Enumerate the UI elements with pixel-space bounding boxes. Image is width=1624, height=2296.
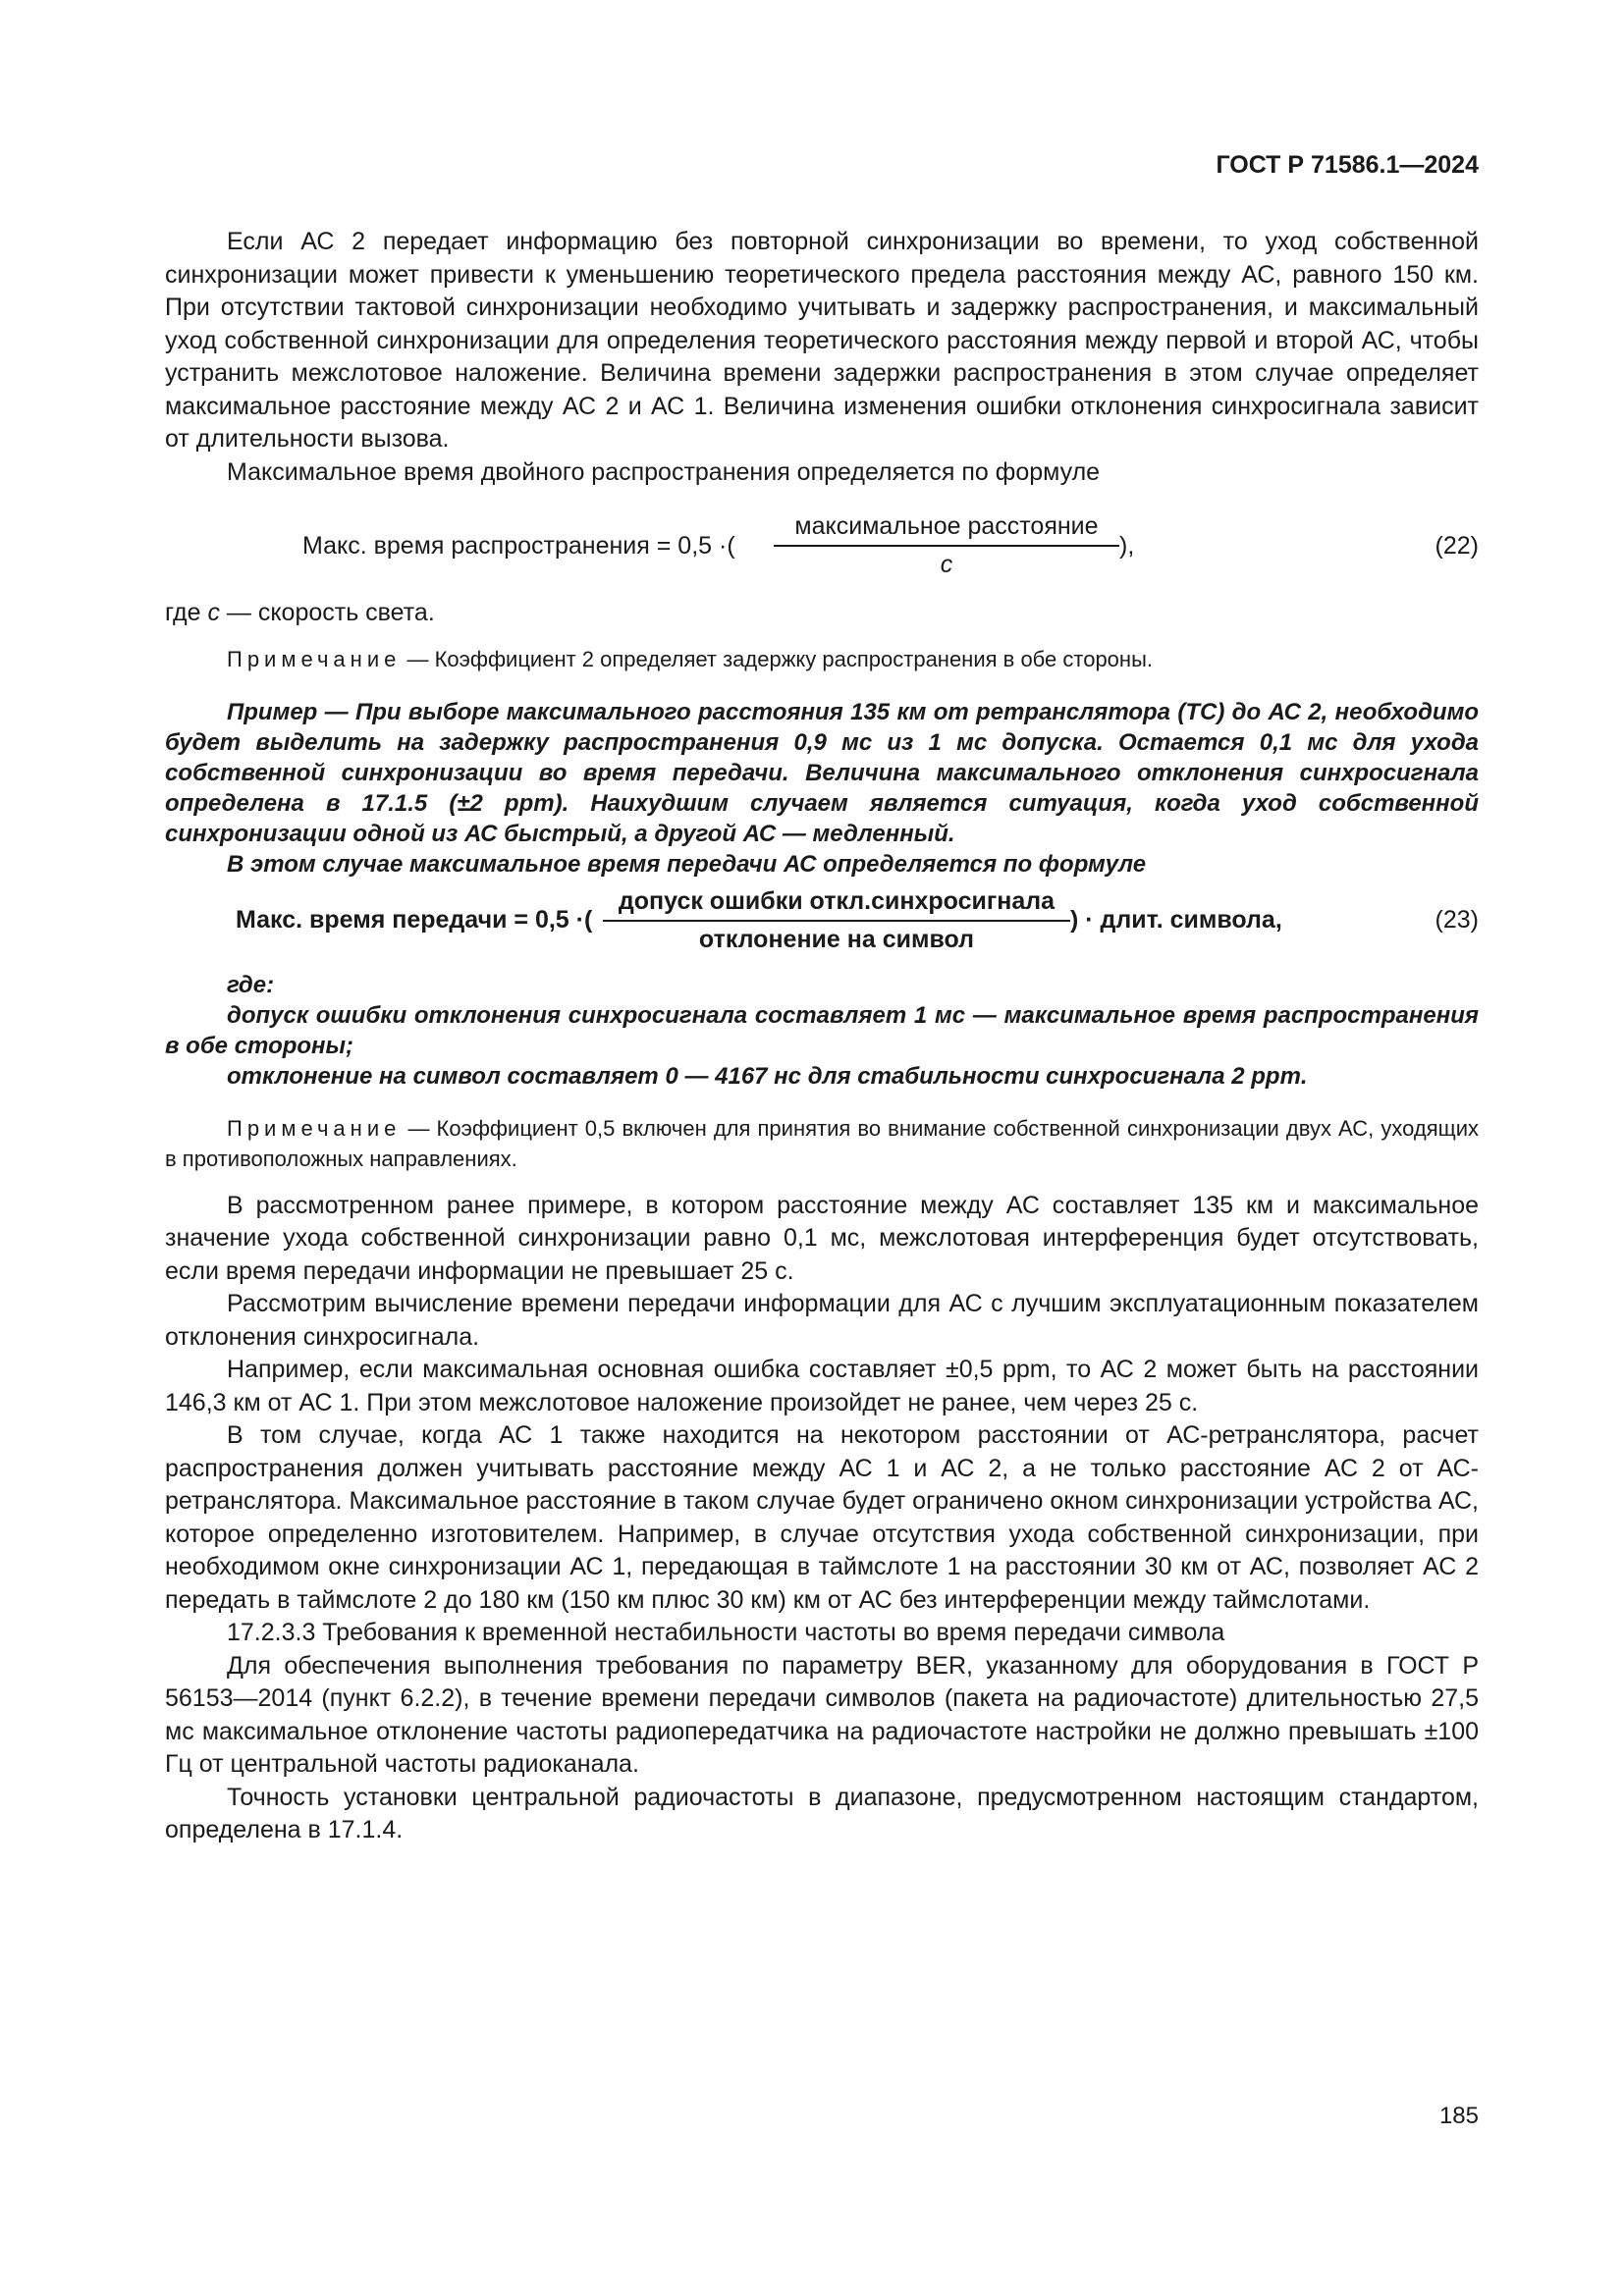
formula-23 [165,878,1479,964]
example-where: где: [227,971,275,998]
document-id-header: ГОСТ Р 71586.1—2024 [1216,151,1479,179]
formula-22 [165,493,1479,599]
formula-23-numerator: допуск ошибки откл.синхросигнала [618,886,1056,915]
formula-22-denominator: c [940,551,953,578]
paragraph-1: Если АС 2 передает информацию без повторной синхронизации во времени, то уход собственной синхронизации может привести к уменьшению теоретического предела расстояния между АС, равного 150 км. При отсутствии тактовой синхронизации необходимо учитывать и задержку распространения, и максимальный уход собственной синхронизации для определения теоретического расстояния между первой и второй АС, чтобы устранить межслотовое наложение. Величина времени задержки распространения в этом случае определяет максимальное расстояние между АС 2 и АС 1. Величина изменения ошибки отклонения синхросигнала зависит от длительности вызова. [165,228,1479,453]
note-1-label: Примечание [227,646,402,671]
paragraph-4: Рассмотрим вычисление времени передачи информации для АС с лучшим эксплуатационным показателем отклонения синхросигнала. [165,1290,1479,1351]
formula-22-rhs: ), [1119,531,1135,560]
page-number: 185 [1438,2103,1479,2129]
formula-22-lhs: Макс. время распространения = 0,5 ·( [302,531,735,560]
formula-22-number: (22) [1435,531,1479,560]
example-item-1: допуск ошибки отклонения синхросигнала составляет 1 мс — максимальное время распространения в обе стороны; [165,1001,1479,1059]
formula-22-fraction [774,493,1119,599]
where-c-variable: c [207,599,220,626]
paragraph-2: Максимальное время двойного распространения определяется по формуле [227,457,1101,486]
formula-22-numerator: максимальное расстояние [794,512,1099,540]
formula-23-rhs: ) · длит. символа, [1070,906,1282,934]
note-2-label: Примечание [227,1115,402,1141]
note-2 [165,1113,1479,1174]
where-c-line [165,597,1479,630]
formula-23-number: (23) [1435,906,1479,934]
where-c-prefix: где [165,599,208,626]
formula-23-fraction [603,878,1070,964]
paragraph-3: В рассмотренном ранее примере, в котором расстояние между АС составляет 135 км и максимальное значение ухода собственной синхронизации равно 0,1 мс, межслотовая интерференция будет отсутствовать, если время передачи информации не превышает 25 с. [165,1191,1479,1285]
example-item-2: отклонение на символ составляет 0 — 4167 нс для стабильности синхросигнала 2 ppm. [227,1062,1308,1090]
formula-23-denominator: отклонение на символ [698,925,975,953]
note-1-text: — Коэффициент 2 определяет задержку распространения в обе стороны. [401,646,1153,671]
section-heading-17-2-3-3: 17.2.3.3 Требования к временной нестабильности частоты во время передачи символа [227,1619,1225,1646]
where-c-suffix: — скорость света. [219,599,435,626]
paragraph-8: Для обеспечения выполнения требования по параметру BER, указанному для оборудования в ГОСТ Р 56153—2014 (пункт 6.2.2), в течение времени передачи символов (пакета на радиочастоте) длительностью 27,5 мс максимальное отклонение частоты радиопередатчика на радиочастоте настройки не должно превышать ±100 Гц от центральной частоты радиоканала. [165,1651,1479,1778]
example-formula-intro: В этом случае максимальное время передачи АС определяется по формуле [227,850,1147,878]
example-paragraph: Пример — При выборе максимального расстояния 135 км от ретранслятора (ТС) до АС 2, необходимо будет выделить на задержку распространения 0,9 мс из 1 мс допуска. Остается 0,1 мс для ухода собственной синхронизации во время передачи. Величина максимального отклонения синхросигнала определена в 17.1.5 (±2 ppm). Наихудшим случаем является ситуация, когда уход собственной синхронизации одной из АС быстрый, а другой АС — медленный. [165,698,1479,847]
paragraph-5: Например, если максимальная основная ошибка составляет ±0,5 ppm, то АС 2 может быть на расстоянии 146,3 км от АС 1. При этом межслотовое наложение произойдет не ранее, чем через 25 с. [165,1356,1479,1416]
note-2-text: — Коэффициент 0,5 включен для принятия во внимание собственной синхронизации двух АС, уходящих в противоположных направлениях. [165,1115,1479,1171]
formula-23-lhs: Макс. время передачи = 0,5 ·( [236,906,593,934]
paragraph-6: В том случае, когда АС 1 также находится на некотором расстоянии от АС-ретранслятора, расчет распространения должен учитывать расстояние между АС 1 и АС 2, а не только расстояние АС 2 от АС-ретранслятора. Максимальное расстояние в таком случае будет ограничено окном синхронизации устройства АС, которое определенно изготовителем. Например, в случае отсутствия ухода собственной синхронизации, при необходимом окне синхронизации АС 1, передающая в таймслоте 1 на расстоянии 30 км от АС, позволяет АС 2 передать в таймслоте 2 до 180 км (150 км плюс 30 км) км от АС без интерференции между таймслотами. [165,1421,1479,1614]
note-1 [165,644,1479,674]
paragraph-9: Точность установки центральной радиочастоты в диапазоне, предусмотренном настоящим стандартом, определена в 17.1.4. [165,1783,1479,1843]
page-body [165,226,1479,1847]
